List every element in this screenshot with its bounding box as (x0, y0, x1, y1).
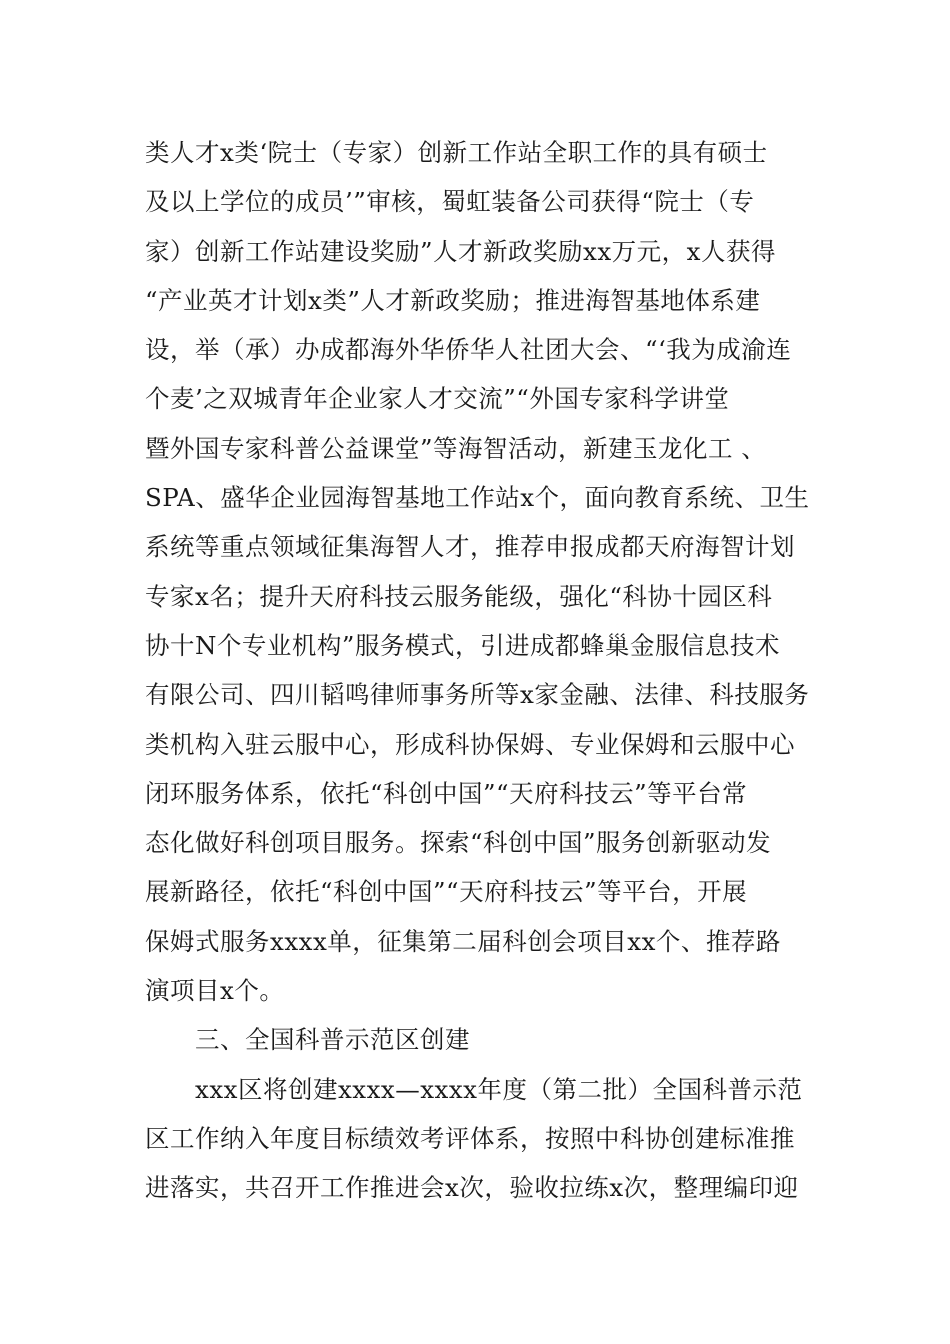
text-line: 有限公司、四川韬鸣律师事务所等x家金融、法律、科技服务 (145, 680, 810, 710)
body-text (145, 128, 825, 1213)
text-line: 展新路径，依托“科创中国”“天府科技云”等平台，开展 (145, 877, 748, 907)
text-line: 及以上学位的成员’”审核，蜀虹装备公司获得“院士（专 (145, 187, 755, 217)
text-line: 类人才x类‘院士（专家）创新工作站全职工作的具有硕士 (145, 138, 768, 167)
text-line: SPA、盛华企业园海智基地工作站x个，面向教育系统、卫生 (145, 483, 810, 513)
text-line: 暨外国专家科普公益课堂”等海智活动，新建玉龙化工 、 (145, 433, 767, 463)
text-line: 闭环服务体系，依托“科创中国”“天府科技云”等平台常 (145, 778, 748, 808)
text-line: 专家x名；提升天府科技云服务能级，强化“科协十园区科 (145, 581, 773, 611)
text-line: 类机构入驻云服中心，形成科协保姆、专业保姆和云服中心 (145, 729, 795, 759)
text-line: 保姆式服务xxxx单，征集第二届科创会项目xx个、推荐路 (145, 926, 781, 956)
text-line: 家）创新工作站建设奖励”人才新政奖励xx万元，x人获得 (145, 236, 776, 266)
text-line: 进落实，共召开工作推进会x次，验收拉练x次，整理编印迎 (145, 1173, 799, 1203)
text-line: 系统等重点领域征集海智人才，推荐申报成都天府海智计划 (145, 532, 795, 562)
text-line: 演项目x个。 (145, 976, 285, 1006)
text-line: 协十N个专业机构”服务模式，引进成都蜂巢金服信息技术 (145, 630, 780, 660)
text-line: 个麦’之双城青年企业家人才交流”“外国专家科学讲堂 (145, 384, 730, 414)
paragraph-first-line: xxx区将创建xxxx—xxxx年度（第二批）全国科普示范 (195, 1074, 803, 1104)
section-heading: 三、全国科普示范区创建 (195, 1025, 470, 1055)
text-line: 态化做好科创项目服务。探索“科创中国”服务创新驱动发 (145, 828, 772, 858)
text-line: 设，举（承）办成都海外华侨华人社团大会、“‘我为成渝连 (145, 335, 792, 365)
text-line: 区工作纳入年度目标绩效考评体系，按照中科协创建标准推 (145, 1123, 795, 1153)
text-line: “产业英才计划x类”人才新政奖励；推进海智基地体系建 (145, 285, 761, 315)
